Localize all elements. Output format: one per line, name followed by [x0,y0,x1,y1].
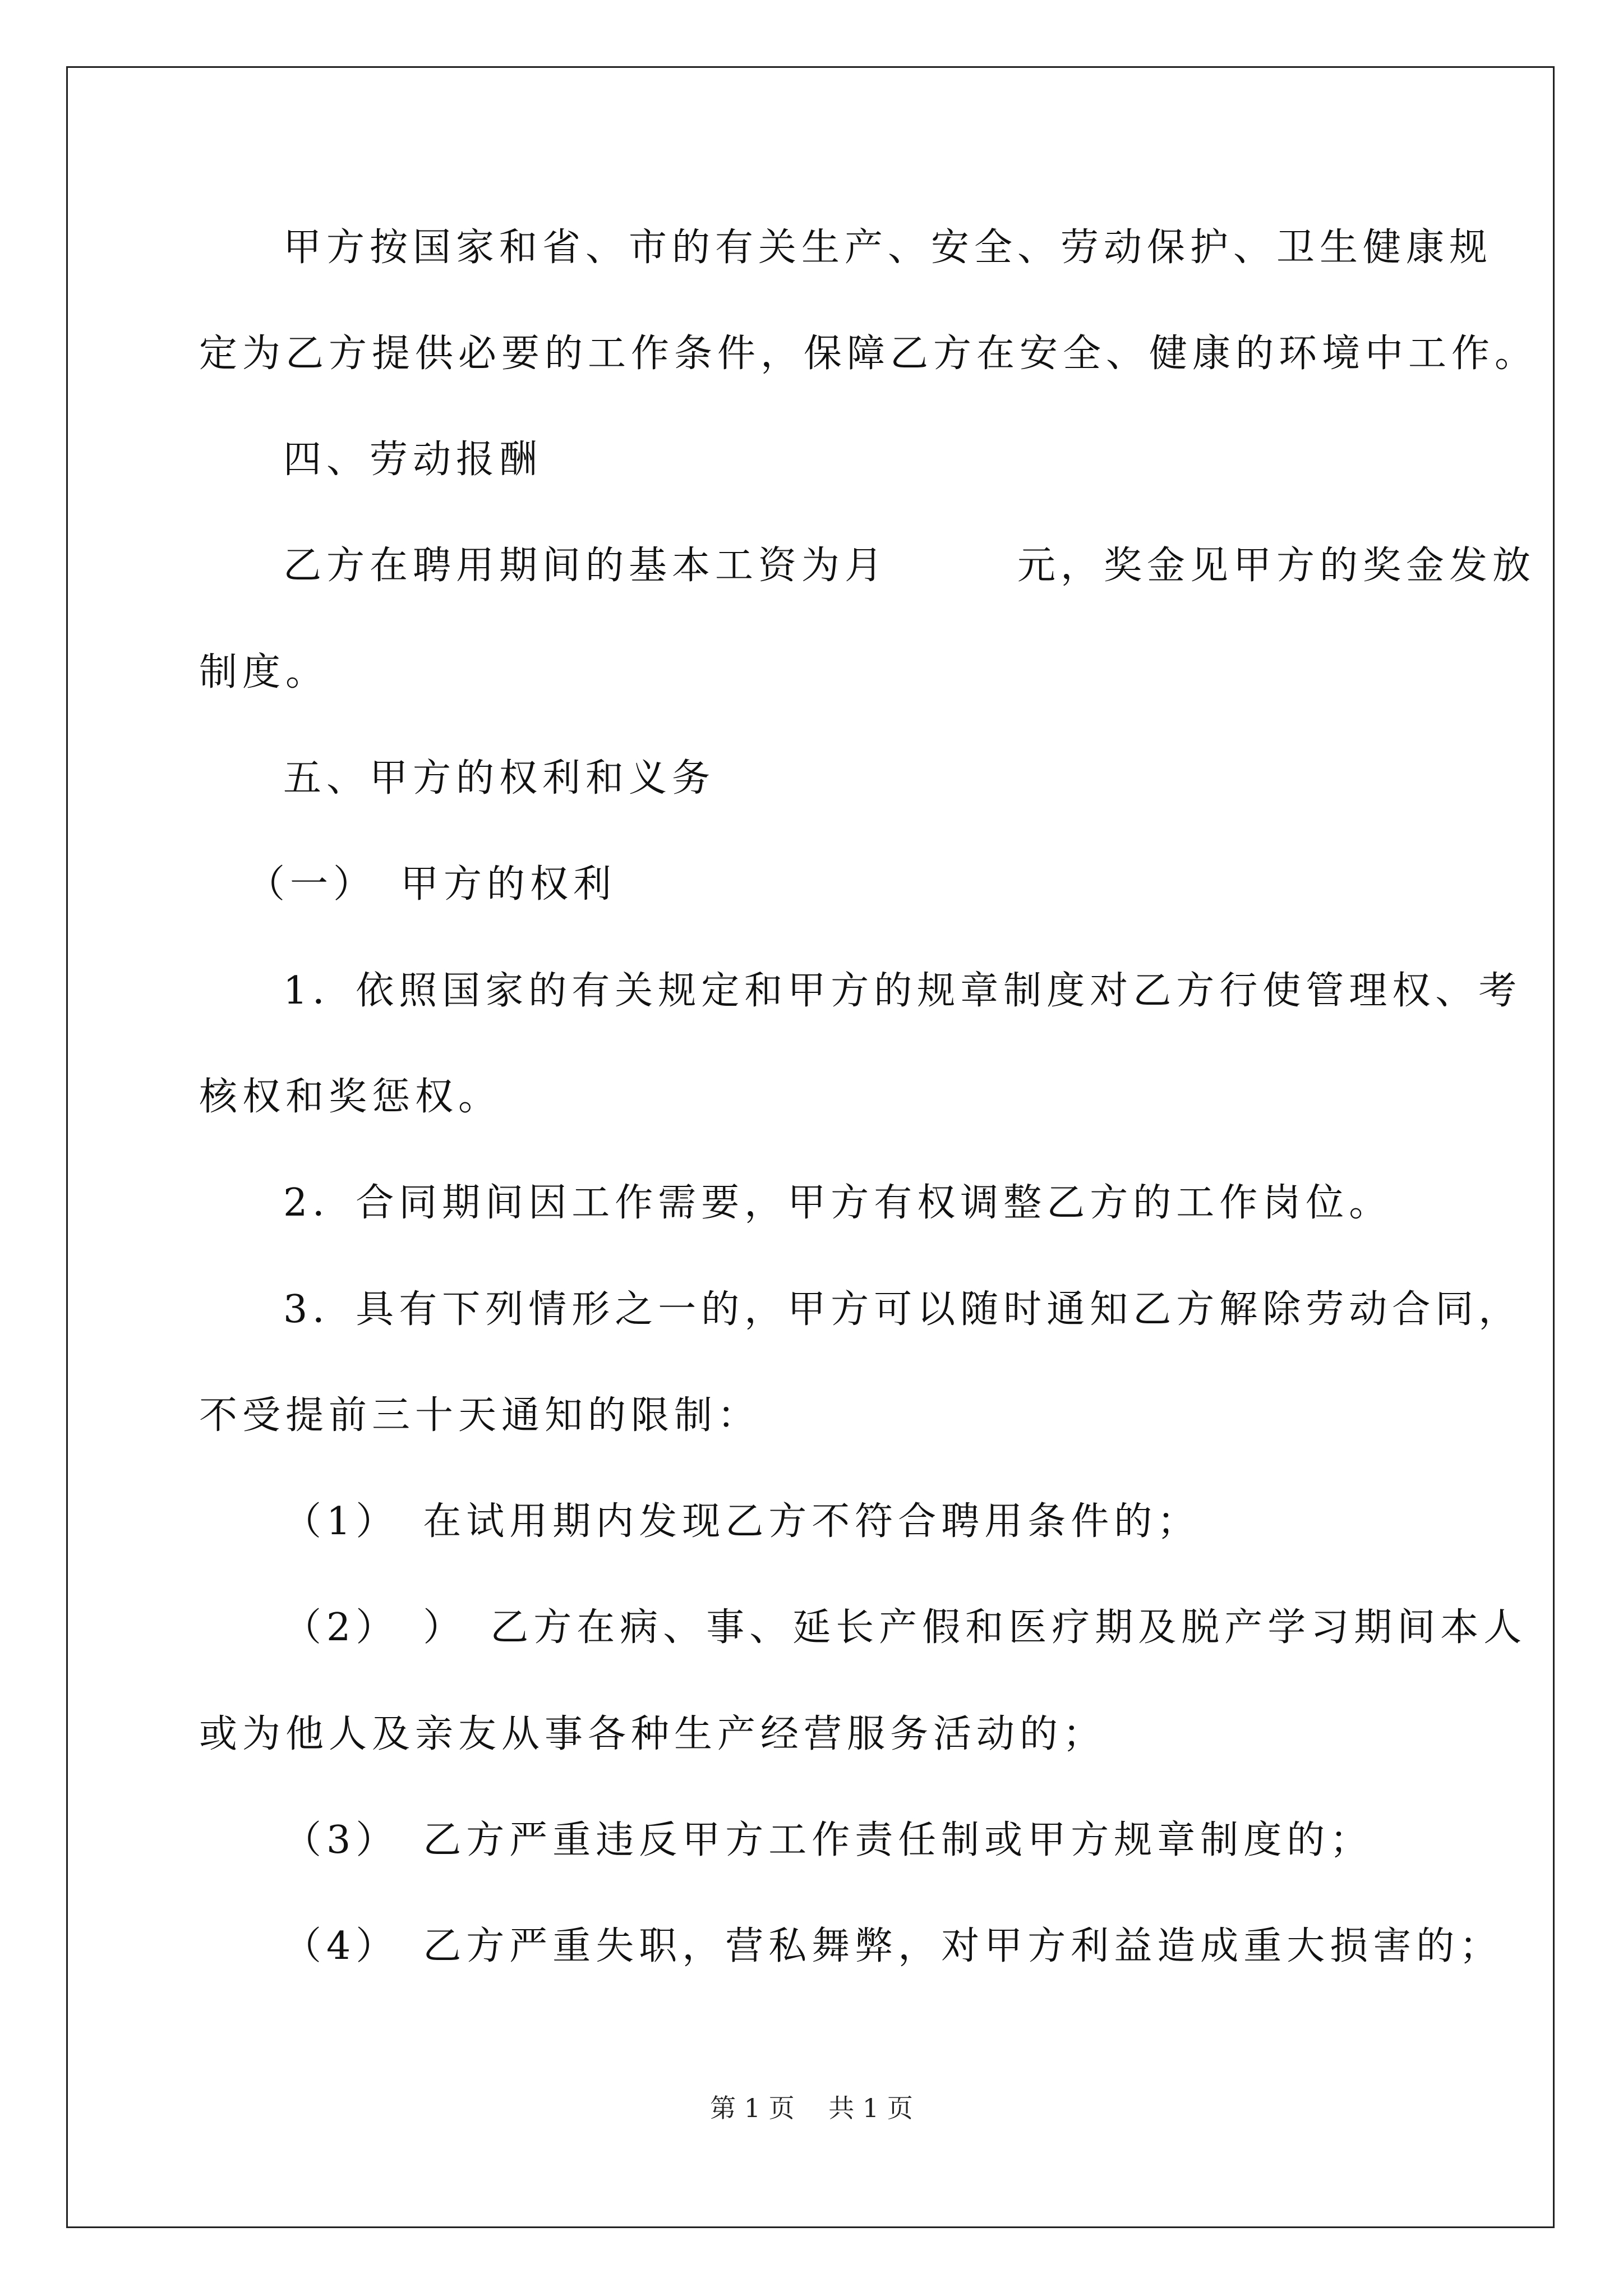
page-border [66,66,1555,2228]
item-3: （3） 乙方严重违反甲方工作责任制或甲方规章制度的； [283,1818,1373,1862]
page-footer: 第 1 页 共 1 页 [710,2093,913,2123]
item-2-line-2: 或为他人及亲友从事各种生产经营服务活动的； [199,1712,1106,1756]
section-heading-4: 四、劳动报酬 [283,438,543,482]
section-heading-5: 五、甲方的权利和义务 [283,756,716,800]
clause-3-line-2: 不受提前三十天通知的限制： [199,1393,761,1438]
item-1: （1） 在试用期内发现乙方不符合聘用条件的； [283,1499,1201,1544]
body-line-3: 乙方在聘用期间的基本工资为月 元，奖金见甲方的奖金发放 [283,544,1536,588]
body-line-4: 制度。 [199,650,329,694]
clause-3-line-1: 3．具有下列情形之一的，甲方可以随时通知乙方解除劳动合同， [283,1287,1522,1332]
body-line-1: 甲方按国家和省、市的有关生产、安全、劳动保护、卫生健康规 [283,226,1493,270]
body-line-2: 定为乙方提供必要的工作条件，保障乙方在安全、健康的环境中工作。 [199,332,1538,376]
item-4: （4） 乙方严重失职，营私舞弊，对甲方利益造成重大损害的； [283,1924,1503,1968]
clause-2: 2．合同期间因工作需要，甲方有权调整乙方的工作岗位。 [283,1181,1393,1225]
clause-1-line-2: 核权和奖惩权。 [199,1075,502,1119]
clause-1-line-1: 1．依照国家的有关规定和甲方的规章制度对乙方行使管理权、考 [283,969,1522,1013]
subsection-heading-1: （一） 甲方的权利 [247,862,617,907]
item-2-line-1: （2） ） 乙方在病、事、延长产假和医疗期及脱产学习期间本人 [283,1605,1527,1650]
